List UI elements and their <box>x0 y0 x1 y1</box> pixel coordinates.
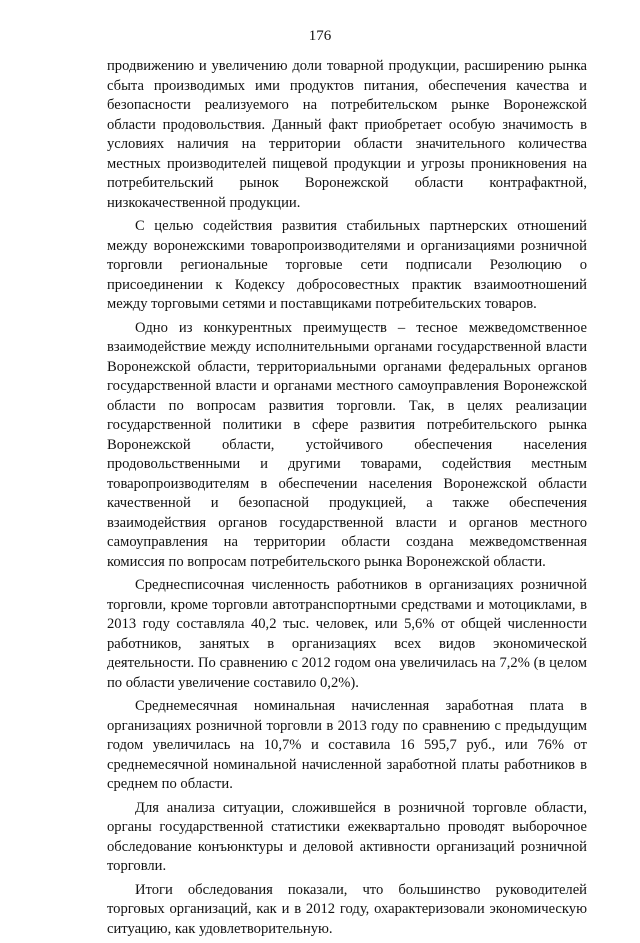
paragraph-3: Одно из конкурентных преимуществ – тесное межведомственное взаимодействие между исполнительными органами государственной власти Воронежской области, территориальными органами федеральных органов государственной власти и органами местного самоуправления Воронежской области по вопросам развития торговли. Так, в целях реализации государственной политики в сфере развития потребительского рынка Воронежской области, устойчивого обеспечения населения продовольственными и другими товарами, содействия местным товаропроизводителям в обеспечении населения Воронежской области качественной и безопасной продукцией, а также обеспечения взаимодействия органов государственной власти и органов местного самоуправления на территории области создана межведомственная комиссия по вопросам потребительского рынка Воронежской области. <box>107 319 587 570</box>
page-body <box>107 57 587 943</box>
paragraph-6: Для анализа ситуации, сложившейся в розничной торговле области, органы государственной статистики ежеквартально проводят выборочное обследование конъюнктуры и деловой активности организаций розничной торговли. <box>107 799 587 874</box>
paragraph-2: С целью содействия развития стабильных партнерских отношений между воронежскими товаропроизводителями и организациями розничной торговли региональные торговые сети подписали Резолюцию о присоединении к Кодексу добросовестных практик взаимоотношений между торговыми сетями и поставщиками потребительских товаров. <box>107 218 587 312</box>
paragraph-4: Среднесписочная численность работников в организациях розничной торговли, кроме торговли автотранспортными средствами и мотоциклами, в 2013 году составляла 40,2 тыс. человек, или 5,6% от общей численности работников, занятых в организациях всех видов экономической деятельности. По сравнению с 2012 годом она увеличилась на 7,2% (в целом по области увеличение составило 0,2%). <box>107 577 587 691</box>
paragraph-5: Среднемесячная номинальная начисленная заработная плата в организациях розничной торговли в 2013 году по сравнению с предыдущим годом увеличилась на 10,7% и составила 16 595,7 руб., или 76% от среднемесячной номинальной начисленной заработной платы работников в среднем по области. <box>107 698 587 792</box>
paragraph-7: Итоги обследования показали, что большинство руководителей торговых организаций, как и в 2012 году, охарактеризовали экономическую ситуацию, как удовлетворительную. <box>107 881 587 937</box>
page-number: 176 <box>308 28 332 44</box>
paragraph-1: продвижению и увеличению доли товарной продукции, расширению рынка сбыта производимых ими продуктов питания, обеспечения качества и безопасности реализуемого на потребительском рынке Воронежской области продовольствия. Данный факт приобретает особую значимость в условиях наличия на территории области значительного количества местных производителей пищевой продукции и угрозы проникновения на потребительский рынок Воронежской области контрафактной, низкокачественной продукции. <box>107 58 587 211</box>
